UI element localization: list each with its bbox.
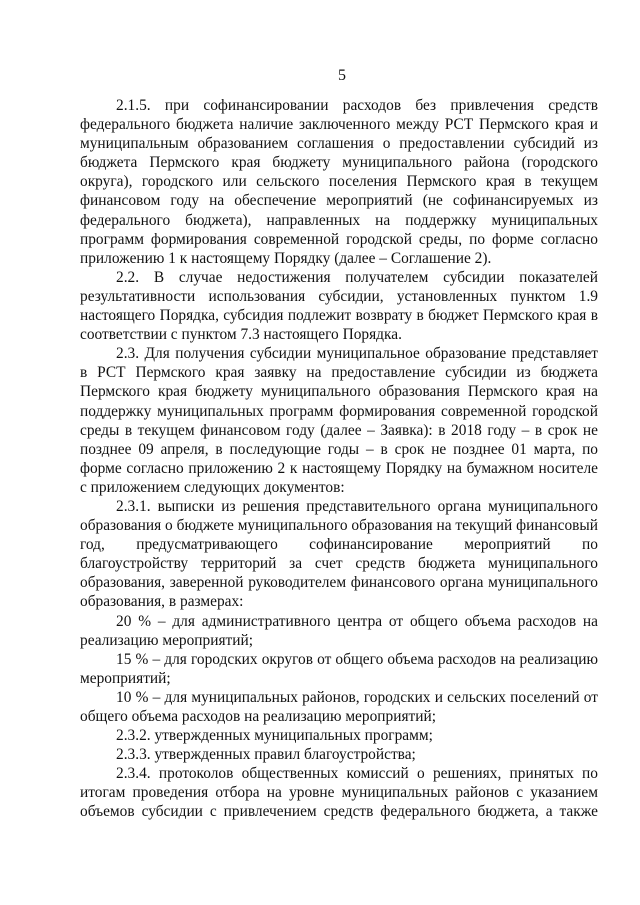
- page-number: 5: [338, 67, 346, 84]
- paragraph-15-percent: 15 % – для городских округов от общего объема расходов на реализацию мероприятий;: [80, 650, 598, 687]
- paragraph-20-percent: 20 % – для административного центра от общего объема расходов на реализацию мероприятий;: [80, 612, 598, 649]
- paragraph-2-3-2: 2.3.2. утвержденных муниципальных программ;: [116, 727, 433, 745]
- paragraph-2-3-4: 2.3.4. протоколов общественных комиссий о решениях, принятых по итогам проведения отбора на уровне муниципальных районов с указанием объемов субсидии с привлечением средств федерального бюджета, а также: [80, 765, 598, 821]
- document-body: [80, 96, 598, 822]
- paragraph-10-percent: 10 % – для муниципальных районов, городских и сельских поселений от общего объема расходов на реализацию мероприятий;: [80, 688, 598, 725]
- paragraph-2-3: 2.3. Для получения субсидии муниципальное образование представляет в РСТ Пермского края заявку на предоставление субсидии из бюджета Пермского края бюджету муниципального образования Пермского края на поддержку муниципальных программ формирования современной городской среды в текущем финансовом году (далее – Заявка): в 2018 году – в срок не позднее 09 апреля, в последующие годы – в срок не позднее 01 марта, по форме согласно приложению 2 к настоящему Порядку на бумажном носителе с приложением следующих документов:: [80, 345, 598, 496]
- paragraph-2-1-5: 2.1.5. при софинансировании расходов без привлечения средств федерального бюджета наличие заключенного между РСТ Пермского края и муниципальным образованием соглашения о предоставлении субсидий из бюджета Пермского края бюджету муниципального района (городского округа), городского или сельского поселения Пермского края в текущем финансовом году на обеспечение мероприятий (не софинансируемых из федерального бюджета), направленных на поддержку муниципальных программ формирования современной городской среды, по форме согласно приложению 1 к настоящему Порядку (далее – Соглашение 2).: [80, 97, 598, 267]
- paragraph-2-3-3: 2.3.3. утвержденных правил благоустройства;: [116, 746, 416, 764]
- paragraph-2-2: 2.2. В случае недостижения получателем субсидии показателей результативности использования субсидии, установленных пунктом 1.9 настоящего Порядка, субсидия подлежит возврату в бюджет Пермского края в соответствии с пунктом 7.3 настоящего Порядка.: [80, 268, 598, 344]
- paragraph-2-3-1: 2.3.1. выписки из решения представительного органа муниципального образования о бюджете муниципального образования на текущий финансовый год, предусматривающего софинансирование мероприятий по благоустройству территорий за счет средств бюджета муниципального образования, заверенной руководителем финансового органа муниципального образования, в размерах:: [80, 497, 598, 611]
